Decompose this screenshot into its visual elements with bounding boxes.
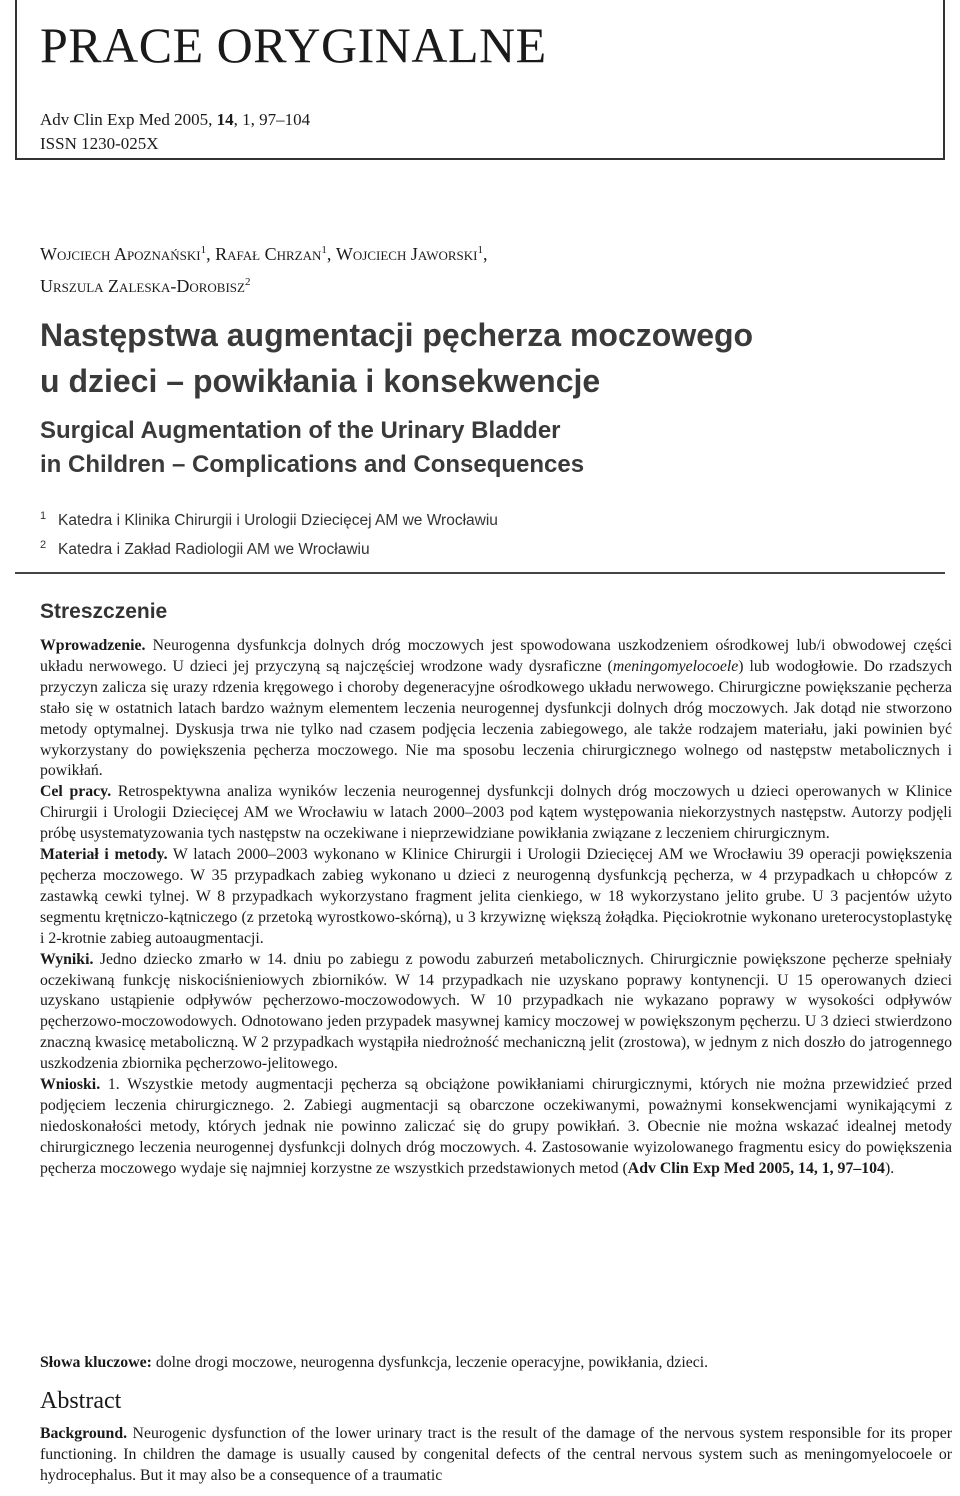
wnioski-paragraph	[40, 1075, 952, 1180]
keywords-label: Słowa kluczowe:	[40, 1354, 152, 1371]
author-affiliation-mark: 2	[244, 276, 251, 288]
author-list	[40, 236, 487, 300]
material-paragraph	[40, 845, 952, 950]
abstract-heading: Abstract	[40, 1388, 122, 1414]
author-name: Rafał Chrzan	[215, 244, 322, 264]
author-name: Urszula Zaleska-Dorobisz	[40, 276, 245, 296]
article-title-polish	[40, 312, 753, 404]
author-separator: ,	[482, 244, 488, 264]
journal-issue-pages: , 1, 97–104	[233, 110, 311, 129]
paragraph-label: Wyniki.	[40, 950, 94, 968]
keywords	[40, 1352, 708, 1373]
author-affiliation-mark: 1	[200, 244, 207, 256]
affiliation-text: Katedra i Klinika Chirurgii i Urologii Dziecięcej AM we Wrocławiu	[58, 512, 498, 530]
paragraph-text: ) lub wodogłowie. Do rzadszych przyczyn zalicza się urazy rdzenia kręgowego i choroby degeneracyjne ośrodkowego układu nerwowego. Chirurgiczne powiększanie pęcherza stało się w ostatnich latach bardzo ważnym elementem leczenia neurogennej dysfunkcji dolnych dróg moczowych. Jak dotąd nie stworzono metody optymalnej. Dyskusja trwa nie tylko nad czasem podjęcia leczenia zabiegowego, ale także rodzajem materiału, jaki powinien być wykorzystany do powiększenia pęcherza moczowego. Nie ma sposobu leczenia chirurgicznego wolnego od następstw metabolicznych i powikłań.	[40, 657, 953, 780]
paragraph-text: Retrospektywna analiza wyników leczenia neurogennej dysfunkcji dolnych dróg moczowych u dzieci operowanych w Klinice Chirurgii i Urologii Dziecięcej AM we Wrocławiu w latach 2000–2003 pod kątem występowania niekorzystnych następstw. Autorzy podjęli próbę usystematyzowania tych następstw na oczekiwane i nieprzewidziane powikłania związane z leczeniem chirurgicznym.	[40, 783, 952, 843]
author-affiliation-mark: 1	[321, 244, 327, 256]
author-name: Wojciech Jaworski	[335, 244, 478, 264]
inline-citation: Adv Clin Exp Med 2005, 14, 1, 97–104	[627, 1159, 885, 1177]
wyniki-paragraph	[40, 950, 952, 1075]
paragraph-label: Background.	[40, 1425, 128, 1442]
abstract-body	[40, 1424, 952, 1487]
author-name: Wojciech Apoznański	[40, 244, 201, 264]
streszczenie-heading: Streszczenie	[40, 600, 168, 623]
article-title-english	[40, 414, 584, 482]
wprowadzenie-paragraph	[40, 636, 952, 782]
title-line: Surgical Augmentation of the Urinary Bladder	[40, 417, 561, 444]
divider	[15, 572, 945, 574]
affiliation-number: 2	[40, 539, 47, 552]
section-title: PRACE ORYGINALNE	[40, 17, 547, 73]
author-separator: ,	[206, 244, 216, 264]
streszczenie-body	[40, 636, 952, 1180]
keywords-text: dolne drogi moczowe, neurogenna dysfunkcja, leczenie operacyjne, powikłania, dzieci.	[151, 1354, 709, 1371]
journal-name: Adv Clin Exp Med 2005,	[40, 110, 217, 129]
paragraph-label: Wnioski.	[40, 1076, 101, 1094]
paragraph-text: Jedno dziecko zmarło w 14. dniu po zabiegu z powodu zaburzeń metabolicznych. Chirurgicznie powiększone pęcherze spełniały oczekiwaną funkcję niskociśnieniowych zbiorników. W 14 przypadkach nie uzyskano poprawy kontynencji. U 15 operowanych dzieci uzyskano ustąpienie odpływów pęcherzowo-moczowodowych. W 10 przypadkach nie wykazano poprawy w wysokości odpływów pęcherzowo-moczowodowych. Odnotowano jeden przypadek masywnej kamicy moczowej w powiększonym pęcherzu. U 3 dzieci stwierdzono znaczną kwasicę metaboliczną. W 2 przypadkach wystąpiła niedrożność mechaniczną jelit (zrostowa), w jednym z nich doszło do jatrogennego uszkodzenia zbiornika pęcherzowo-jelitowego.	[40, 950, 952, 1073]
title-line: u dzieci – powikłania i konsekwencje	[40, 363, 601, 399]
author-affiliation-mark: 1	[477, 244, 483, 256]
paragraph-text: 1. Wszystkie metody augmentacji pęcherza są obciążone powikłaniami chirurgicznymi, których nie można przewidzieć przed podjęciem leczenia chirurgicznego. 2. Zabiegi augmentacji są obarczone oczekiwanymi, poważnymi konsekwencjami wynikającymi z niedoskonałości metody, których jednak nie powinno zaliczać się do grupy powikłań. 3. Obecnie nie można wskazać idealnej metody chirurgicznego leczenia neurogennej dysfunkcji dolnych dróg moczowych. 4. Zastosowanie wyizolowanego fragmentu esicy do powiększenia pęcherza moczowego wydaje się najmniej korzystne ze wszystkich przedstawionych metod (	[40, 1076, 952, 1177]
paragraph-label: Wprowadzenie.	[40, 637, 146, 654]
affiliations	[40, 504, 498, 562]
paragraph-text: ).	[884, 1159, 895, 1177]
background-paragraph	[40, 1424, 952, 1487]
journal-volume: 14	[216, 110, 234, 129]
journal-citation	[40, 108, 310, 156]
paragraph-text: W latach 2000–2003 wykonano w Klinice Chirurgii i Urologii Dziecięcej AM we Wrocławiu 39 operacji powiększenia pęcherza moczowego. W 35 przypadkach zabieg wykonano u dzieci z neurogenną dysfunkcją pęcherza, w 4 przypadkach u chłopców z zastawką cewki tylnej. W 8 przypadkach wykorzystano fragment jelita cienkiego, w 18 wykorzystano jelito grube. U 3 pacjentów użyto segmentu krętniczo-kątniczego (z przetoką wyrostkowo-skórną), u 3 krzywiznę większą żołądka. Pięciokrotnie wykonano ureterocystoplastykę i 2-krotnie zabieg autoaugmentacji.	[40, 846, 952, 947]
affiliation-number: 1	[40, 510, 47, 522]
italic-term: meningomyelocoele	[612, 657, 739, 675]
affiliation-item	[40, 533, 498, 562]
paragraph-text: Neurogenna dysfunkcja dolnych dróg moczowych jest spowodowana uszkodzeniem ośrodkowej lub/i obwodowej części układu nerwowego. U dzieci jej przyczyną są najczęściej wrodzone wady dysraficzne (	[40, 637, 952, 675]
paragraph-label: Materiał i metody.	[40, 846, 168, 864]
cel-paragraph	[40, 782, 952, 845]
paragraph-text: Neurogenic dysfunction of the lower urinary tract is the result of the damage of the nervous system responsible for its proper functioning. In children the damage is usually caused by congenital defects of the central nervous system such as meningomyelocoele or hydrocephalus. But it may also be a consequence of a traumatic	[40, 1425, 952, 1484]
paragraph-label: Cel pracy.	[40, 783, 112, 801]
author-separator: ,	[326, 244, 336, 264]
affiliation-item	[40, 504, 498, 533]
title-line: Następstwa augmentacji pęcherza moczowego	[40, 317, 754, 353]
issn: ISSN 1230-025X	[40, 134, 159, 153]
title-line: in Children – Complications and Consequences	[40, 451, 585, 478]
affiliation-text: Katedra i Zakład Radiologii AM we Wrocławiu	[58, 541, 370, 559]
